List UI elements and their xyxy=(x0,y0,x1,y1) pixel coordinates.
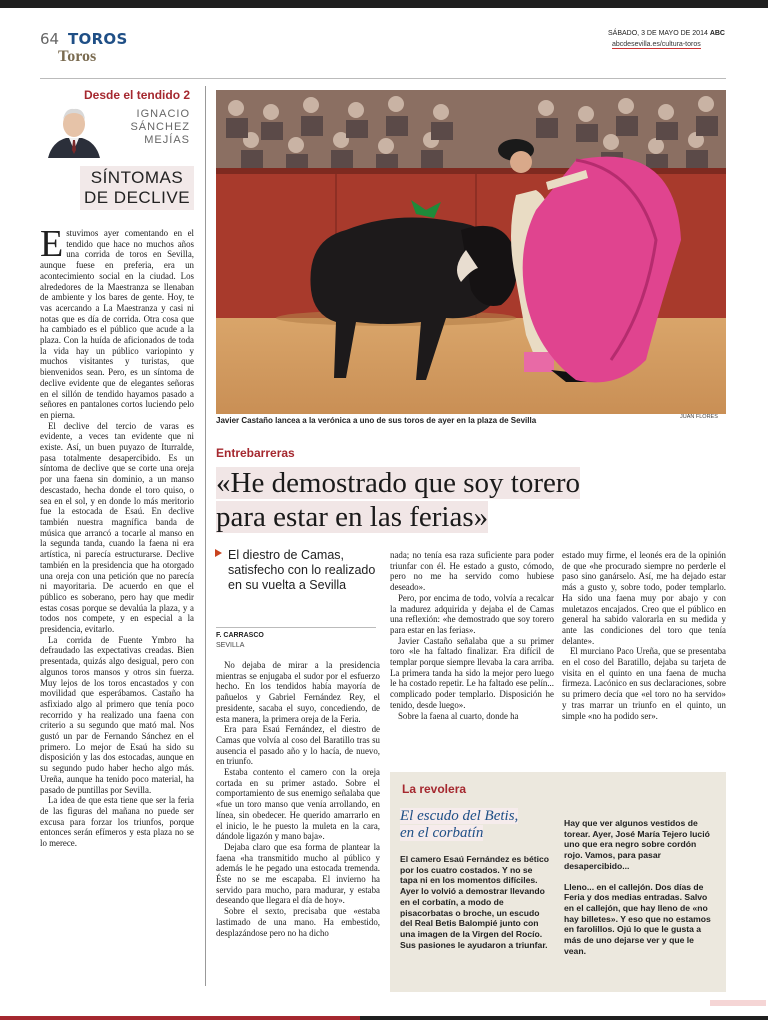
author-line: IGNACIO xyxy=(136,108,190,120)
section-url[interactable]: abcdesevilla.es/cultura-toros xyxy=(612,41,701,48)
top-bar xyxy=(0,0,768,8)
subsection-title: Toros xyxy=(58,48,97,65)
article-paragraph: estado muy firme, el leonés era de la opinión de que «he procurado siempre no perderle el paso sino ganárselo. Así, me ha dejado estar más a gusto y, sobre todo, poder templarlo. Ha sido una faena muy por abajo y con muletazos encajados. Creo que el público en general ha sabido valorarla en su medida y ante las condiciones del toro que tenía delante». xyxy=(562,550,726,646)
footer-rule-dark xyxy=(360,1016,768,1020)
column-paragraph: La idea de que esta tiene que ser la feria de las figuras del mañana no puede ser excusa para forzar los triunfos, porque entonces serán efímeros y esta plaza no se lo merece. xyxy=(40,795,194,849)
column-divider xyxy=(205,86,206,986)
brand-name: ABC xyxy=(709,30,725,37)
photo-caption: Javier Castaño lancea a la verónica a uno de sus toros de ayer en la plaza de Sevilla xyxy=(216,416,537,425)
article-paragraph: Javier Castaño señalaba que a su primer toro «le ha faltado finalizar. Era difícil de templar porque siempre llevaba la cara arriba. La primera tanda ha sido la mejor pero luego le ha costado repetir. Le ha faltado ese pelín... complicado poder templarlo. Disposición he tenido, desde luego». xyxy=(390,635,554,710)
author-photo xyxy=(44,104,104,158)
article-column-1 xyxy=(216,660,380,938)
article-paragraph: Era para Esaú Fernández, el diestro de Camas que volvía al coso del Baratillo tras su ausencia el pasado año y lo hacía, de nuevo, en triunfo. xyxy=(216,724,380,767)
footer-accent xyxy=(710,1000,766,1006)
column-paragraph xyxy=(40,223,194,421)
article-kicker: Entrebarreras xyxy=(216,446,295,460)
section-title[interactable]: TOROS xyxy=(68,30,128,48)
drop-cap: E xyxy=(40,223,64,265)
article-paragraph: No dejaba de mirar a la presidencia mientras se enjugaba el sudor por el esfuerzo hecho. En los tendidos había mayoría de pañuelos y Gabriel Fernández Rey, el presidente, sacaba el suyo, concediendo, de esta manera, la primera oreja de la Feria. xyxy=(216,660,380,724)
article-column-2 xyxy=(390,550,554,721)
date-text: SÁBADO, 3 DE MAYO DE 2014 xyxy=(608,30,708,37)
column-paragraph: La corrida de Fuente Ymbro ha defraudado las expectativas creadas. Bien presentada, quizás algo desigual, pero con algunos toros mansos y otros sin fuerza. Muy lejos de los toros encastados y con movilidad que esperábamos. Castaño ha asfixiado algo al primero que tenía poco recorrido y ha realizado una faena con criterio a su segundo que mató mal. Nos gustó un par de Fernando Sánchez en el primero. Lo mejor de Esaú ha sido su disposición y las dos estocadas, aunque en su segundo pudo haber hecho algo más. Ureña, aunque ha tenido poco material, ha pasado de puntillas por Sevilla. xyxy=(40,634,194,795)
revolera-left-text: El camero Esaú Fernández es bético por los cuatro costados. Y no se tapa ni en los momentos difíciles. Ayer lo volvió a demostrar llevando en el corbatín, a modo de pisacorbatas o broche, un escudo del Real Betis Balompié junto con una imagen de la Virgen del Rocío. Sus pasiones le ayudaron a triunfar. xyxy=(400,854,550,950)
article-column-3 xyxy=(562,550,726,721)
author-line: SÁNCHEZ xyxy=(130,121,190,133)
headline-line: «He demostrado que soy torero xyxy=(216,467,581,499)
date-line xyxy=(608,30,725,37)
article-headline xyxy=(216,466,716,534)
column-title: SÍNTOMAS DE DECLIVE xyxy=(80,166,194,210)
photo-credit: JUAN FLORES xyxy=(680,414,718,420)
article-paragraph: Sobre el sexto, precisaba que «estaba lastimado de una mano. Ha embestido, desplazándose pero no ha dicho xyxy=(216,906,380,938)
revolera-right-text xyxy=(564,818,716,956)
column-body xyxy=(40,223,194,849)
revolera-title-line: El escudo del Betis, xyxy=(400,808,519,824)
article-paragraph: Sobre la faena al cuarto, donde ha xyxy=(398,710,519,721)
header-divider xyxy=(40,78,726,79)
article-dateline: SEVILLA xyxy=(216,642,245,649)
footer-rule-red xyxy=(0,1016,360,1020)
headline-line: para estar en las ferias» xyxy=(216,501,489,533)
article-byline: F. CARRASCO xyxy=(216,632,264,639)
article-paragraph: Estaba contento el camero con la oreja cortada en su primer astado. Sobre el comportamiento de sus enemigo señalaba que «fue un toro manso que venía arrollando, en línea, sin obedecer. He querido amarrarlo en el inicio, le he puesto la muleta en la cara, dándole ligazón y mano baja». xyxy=(216,767,380,842)
column-kicker: Desde el tendido 2 xyxy=(84,88,191,102)
article-paragraph: Dejaba claro que esa forma de plantear la faena «ha transmitido mucho al público y además le he pegado una estocada tremenda. Éste no se me escapaba. El invierno ha servido para mucho, para madurar, y estaba deseando que llegara el día de hoy». xyxy=(216,841,380,906)
column-paragraph: El declive del tercio de varas es evidente, a veces tan evidente que ni existe. Así, un buen puyazo de Iturralde, pasa totalmente desapercibido. Es un síntoma de declive que se corte una oreja por una faena sin dominio, a un manso descastado, hecha donde el toro quiso, o sea en el sol, y en donde lo más meritorio fue la estocada de Esaú. En declive también nuestra magnífica banda de música que arrancó a tocarle al manso en la segunda tanda, cuando la faena ni era artística, ni parecía estructurarse. Declive también en la presidencia que ha otorgado una oreja con una petición que no parecía ni mayoritaria. De acuerdo en que el público es soberano, pero hay que medir estas cosas porque se devalúa la plaza, y a todos nos compete, y en especial a la presidencia, evitarlo. xyxy=(40,420,194,635)
column-paragraph-text: stuvimos ayer comentando en el tendido que hace no muchos años una corrida de toros en Sevilla, aunque fuese en preferia, era un acontecimiento social en la ciudad. Los alrededores de la Maestranza se llenaban de ambiente y los bares de gente. Hoy, te vas acercando a La Maestranza y casi ni notas que es día de corrida. Otra cosa que ha cambiado es el público que acude a la plaza. Con la huída de aficionados de toda la vida hay un público variopinto y muchos visitantes y turistas, que bienvenidos sean. Pero, es un síntoma de declive evidente que de elegantes señoras en el sillón de tendido hayamos pasado a señores en pantalones cortos luciendo pelo en pierna. xyxy=(40,228,194,420)
revolera-title xyxy=(400,808,548,842)
page-number: 64 xyxy=(40,30,60,48)
author-name xyxy=(110,108,190,147)
bullet-arrow-icon xyxy=(215,549,222,557)
article-paragraph: El murciano Paco Ureña, que se presentaba en el coso del Baratillo, dejaba su tarjeta de visita en el quinto en una faena de mucha firmeza. Lacónico en sus declaraciones, sobre su primero decía que «el toro no ha servido» y tras marrar un triunfo en el quinto, un simple «no ha podido ser». xyxy=(562,646,726,721)
author-line: MEJÍAS xyxy=(144,134,190,146)
article-paragraph: nada; no tenía esa raza suficiente para poder triunfar con él. He estado a gusto, cómodo, pero no me ha servido como hubiese deseado». xyxy=(390,550,554,593)
bullfight-photo xyxy=(216,90,726,414)
article-subhead: El diestro de Camas, satisfecho con lo realizado en su vuelta a Sevilla xyxy=(228,548,376,592)
revolera-paragraph: Hay que ver algunos vestidos de torear. Ayer, José María Tejero lució uno que era negro sobre cordón rojo. Vamos, para pasar desapercibido... xyxy=(564,818,710,871)
revolera-paragraph: Lleno... en el callejón. Dos días de Feria y dos medias entradas. Salvo en el callejón, que hay lleno de «no hay billetes». Y eso que no estamos en farolillos. Ojú lo que le gusta a más de uno dejarse ver y que le vean. xyxy=(564,881,711,956)
article-paragraph: Pero, por encima de todo, volvía a recalcar la madurez adquirida y dejaba el de Camas una reflexión: «he demostrado que soy torero para estar en las ferias». xyxy=(390,592,554,635)
revolera-kicker: La revolera xyxy=(402,782,467,796)
revolera-title-line: en el corbatín xyxy=(400,825,484,841)
byline-divider xyxy=(216,627,376,628)
